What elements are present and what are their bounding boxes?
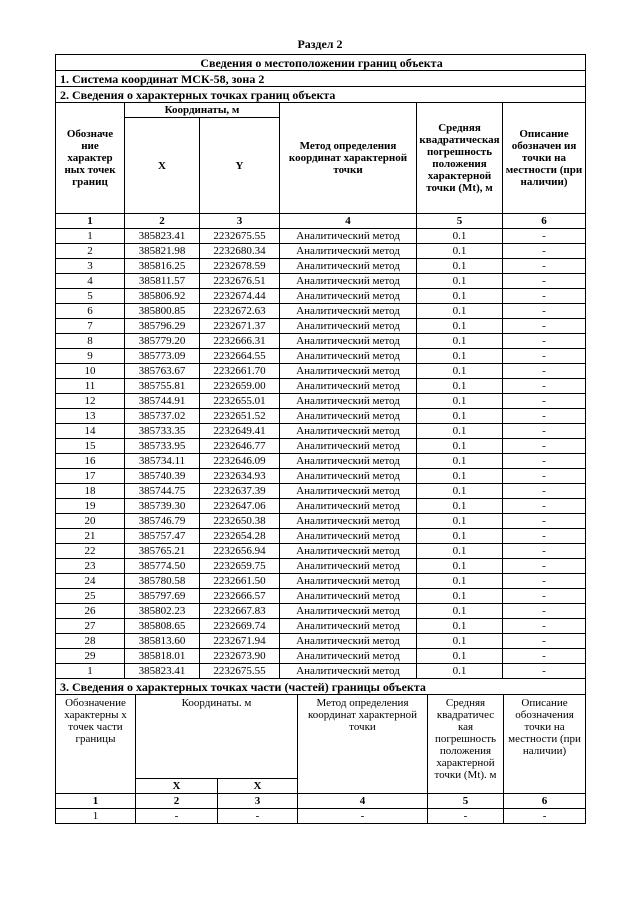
table-row: [56, 499, 586, 514]
coord-y: 2232661.70: [200, 364, 280, 379]
part-column-number: 1: [56, 794, 136, 809]
coord-y: 2232673.90: [200, 649, 280, 664]
part-header-description: Описание обозначения точки на местности (при наличии): [504, 695, 586, 794]
table-row: [56, 634, 586, 649]
point-number: 29: [56, 649, 125, 664]
error-value: 0.1: [417, 424, 503, 439]
point-number: 25: [56, 589, 125, 604]
coord-y: 2232664.55: [200, 349, 280, 364]
part-header-x: X: [136, 778, 218, 793]
table-row: [56, 274, 586, 289]
point-number: 13: [56, 409, 125, 424]
coord-y: 2232647.06: [200, 499, 280, 514]
part-column-number: 2: [136, 794, 218, 809]
table-row: [56, 259, 586, 274]
column-numbers-row: [56, 214, 586, 229]
boundaries-table: [55, 54, 586, 679]
error-value: 0.1: [417, 634, 503, 649]
description: -: [503, 349, 586, 364]
error-value: 0.1: [417, 319, 503, 334]
part-header-error: Средняя квадратичес кая погрешность положения характерной точки (Mt). м: [428, 695, 504, 794]
error-value: 0.1: [417, 619, 503, 634]
coord-x: 385737.02: [125, 409, 200, 424]
point-number: 15: [56, 439, 125, 454]
error-value: 0.1: [417, 589, 503, 604]
method: Аналитический метод: [280, 619, 417, 634]
coord-y: 2232655.01: [200, 394, 280, 409]
part-error-value: -: [428, 809, 504, 824]
method: Аналитический метод: [280, 334, 417, 349]
error-value: 0.1: [417, 229, 503, 244]
error-value: 0.1: [417, 559, 503, 574]
coord-x: 385734.11: [125, 454, 200, 469]
description: -: [503, 469, 586, 484]
header-error: Средняя квадратическая погрешность положения характерной точки (Mt), м: [417, 103, 503, 214]
table-row: [56, 229, 586, 244]
point-number: 7: [56, 319, 125, 334]
method: Аналитический метод: [280, 574, 417, 589]
table-row: [56, 289, 586, 304]
error-value: 0.1: [417, 304, 503, 319]
coord-x: 385813.60: [125, 634, 200, 649]
part-column-number: 4: [298, 794, 428, 809]
method: Аналитический метод: [280, 649, 417, 664]
coord-y: 2232669.74: [200, 619, 280, 634]
coord-y: 2232634.93: [200, 469, 280, 484]
error-value: 0.1: [417, 244, 503, 259]
table-row: [56, 454, 586, 469]
table-row: [56, 649, 586, 664]
coord-y: 2232651.52: [200, 409, 280, 424]
table-row: [56, 349, 586, 364]
point-number: 18: [56, 484, 125, 499]
header-method: Метод определения координат характерной точки: [280, 103, 417, 214]
description: -: [503, 559, 586, 574]
point-number: 14: [56, 424, 125, 439]
table-row: [56, 559, 586, 574]
error-value: 0.1: [417, 514, 503, 529]
table-row: [56, 604, 586, 619]
coord-y: 2232661.50: [200, 574, 280, 589]
method: Аналитический метод: [280, 319, 417, 334]
column-number: 3: [200, 214, 280, 229]
part-method: -: [298, 809, 428, 824]
point-number: 1: [56, 664, 125, 679]
table-row: [56, 514, 586, 529]
coord-y: 2232675.55: [200, 664, 280, 679]
coord-x: 385773.09: [125, 349, 200, 364]
method: Аналитический метод: [280, 484, 417, 499]
coord-y: 2232646.77: [200, 439, 280, 454]
column-number: 1: [56, 214, 125, 229]
coord-y: 2232678.59: [200, 259, 280, 274]
method: Аналитический метод: [280, 559, 417, 574]
error-value: 0.1: [417, 574, 503, 589]
column-number: 6: [503, 214, 586, 229]
table-row: [56, 409, 586, 424]
method: Аналитический метод: [280, 634, 417, 649]
description: -: [503, 619, 586, 634]
part-column-numbers-row: [56, 794, 586, 809]
coord-x: 385765.21: [125, 544, 200, 559]
error-value: 0.1: [417, 454, 503, 469]
coord-x: 385757.47: [125, 529, 200, 544]
coord-x: 385818.01: [125, 649, 200, 664]
part-table-row: [56, 809, 586, 824]
description: -: [503, 304, 586, 319]
coord-y: 2232666.57: [200, 589, 280, 604]
table-row: [56, 334, 586, 349]
header-point: Обозначе ние характер ных точек границ: [56, 103, 125, 214]
table-row: [56, 574, 586, 589]
error-value: 0.1: [417, 349, 503, 364]
point-number: 16: [56, 454, 125, 469]
error-value: 0.1: [417, 274, 503, 289]
description: -: [503, 604, 586, 619]
coord-y: 2232671.37: [200, 319, 280, 334]
coord-x: 385744.91: [125, 394, 200, 409]
point-number: 9: [56, 349, 125, 364]
description: -: [503, 244, 586, 259]
section-heading: Раздел 2: [297, 37, 343, 51]
point-number: 22: [56, 544, 125, 559]
table-row: [56, 439, 586, 454]
description: -: [503, 424, 586, 439]
table-row: [56, 304, 586, 319]
method: Аналитический метод: [280, 229, 417, 244]
method: Аналитический метод: [280, 349, 417, 364]
part-description: -: [504, 809, 586, 824]
column-number: 2: [125, 214, 200, 229]
coord-y: 2232672.63: [200, 304, 280, 319]
coord-x: 385806.92: [125, 289, 200, 304]
coord-x: 385808.65: [125, 619, 200, 634]
description: -: [503, 574, 586, 589]
part-table: [55, 678, 586, 824]
description: -: [503, 379, 586, 394]
description: -: [503, 514, 586, 529]
point-number: 24: [56, 574, 125, 589]
table-row: [56, 589, 586, 604]
description: -: [503, 439, 586, 454]
error-value: 0.1: [417, 394, 503, 409]
description: -: [503, 589, 586, 604]
point-number: 3: [56, 259, 125, 274]
error-value: 0.1: [417, 439, 503, 454]
coord-x: 385746.79: [125, 514, 200, 529]
error-value: 0.1: [417, 364, 503, 379]
column-number: 5: [417, 214, 503, 229]
method: Аналитический метод: [280, 439, 417, 454]
table-row: [56, 364, 586, 379]
method: Аналитический метод: [280, 469, 417, 484]
coord-x: 385739.30: [125, 499, 200, 514]
coord-x: 385774.50: [125, 559, 200, 574]
point-number: 26: [56, 604, 125, 619]
error-value: 0.1: [417, 289, 503, 304]
part-header-y: X: [218, 778, 298, 793]
method: Аналитический метод: [280, 454, 417, 469]
error-value: 0.1: [417, 334, 503, 349]
description: -: [503, 649, 586, 664]
method: Аналитический метод: [280, 409, 417, 424]
header-y: Y: [200, 118, 280, 214]
table-row: [56, 394, 586, 409]
error-value: 0.1: [417, 664, 503, 679]
table-row: [56, 469, 586, 484]
coord-y: 2232674.44: [200, 289, 280, 304]
boundaries-table-frame: [55, 54, 585, 824]
description: -: [503, 499, 586, 514]
description: -: [503, 484, 586, 499]
method: Аналитический метод: [280, 304, 417, 319]
method: Аналитический метод: [280, 664, 417, 679]
coord-x: 385733.35: [125, 424, 200, 439]
table-row: [56, 664, 586, 679]
description: -: [503, 454, 586, 469]
description: -: [503, 664, 586, 679]
table-title: Сведения о местоположении границ объекта: [56, 55, 586, 71]
method: Аналитический метод: [280, 514, 417, 529]
coord-x: 385802.23: [125, 604, 200, 619]
method: Аналитический метод: [280, 589, 417, 604]
coord-y: 2232654.28: [200, 529, 280, 544]
coord-x: 385733.95: [125, 439, 200, 454]
header-description: Описание обозначен ия точки на местности (при наличии): [503, 103, 586, 214]
part-column-number: 3: [218, 794, 298, 809]
coord-y: 2232637.39: [200, 484, 280, 499]
coord-y: 2232675.55: [200, 229, 280, 244]
boundary-heading: 2. Сведения о характерных точках границ объекта: [56, 87, 586, 103]
point-number: 10: [56, 364, 125, 379]
error-value: 0.1: [417, 649, 503, 664]
point-number: 12: [56, 394, 125, 409]
method: Аналитический метод: [280, 379, 417, 394]
description: -: [503, 364, 586, 379]
table-row: [56, 244, 586, 259]
coord-x: 385823.41: [125, 229, 200, 244]
error-value: 0.1: [417, 469, 503, 484]
coord-y: 2232659.00: [200, 379, 280, 394]
coord-x: 385797.69: [125, 589, 200, 604]
method: Аналитический метод: [280, 424, 417, 439]
part-column-number: 5: [428, 794, 504, 809]
header-x: X: [125, 118, 200, 214]
method: Аналитический метод: [280, 274, 417, 289]
coord-y: 2232667.83: [200, 604, 280, 619]
point-number: 1: [56, 229, 125, 244]
point-number: 11: [56, 379, 125, 394]
description: -: [503, 334, 586, 349]
point-number: 23: [56, 559, 125, 574]
error-value: 0.1: [417, 529, 503, 544]
coord-y: 2232680.34: [200, 244, 280, 259]
point-number: 8: [56, 334, 125, 349]
coord-x: 385811.57: [125, 274, 200, 289]
error-value: 0.1: [417, 259, 503, 274]
part-header-method: Метод определения координат характерной точки: [298, 695, 428, 794]
coord-x: 385796.29: [125, 319, 200, 334]
coord-x: 385821.98: [125, 244, 200, 259]
coord-y: 2232676.51: [200, 274, 280, 289]
method: Аналитический метод: [280, 259, 417, 274]
description: -: [503, 409, 586, 424]
point-number: 5: [56, 289, 125, 304]
table-row: [56, 529, 586, 544]
method: Аналитический метод: [280, 604, 417, 619]
error-value: 0.1: [417, 484, 503, 499]
description: -: [503, 259, 586, 274]
coord-y: 2232650.38: [200, 514, 280, 529]
coord-y: 2232646.09: [200, 454, 280, 469]
point-number: 20: [56, 514, 125, 529]
description: -: [503, 289, 586, 304]
coord-y: 2232656.94: [200, 544, 280, 559]
part-heading: 3. Сведения о характерных точках части (частей) границы объекта: [56, 679, 586, 695]
point-number: 2: [56, 244, 125, 259]
method: Аналитический метод: [280, 394, 417, 409]
description: -: [503, 274, 586, 289]
method: Аналитический метод: [280, 289, 417, 304]
coord-y: 2232659.75: [200, 559, 280, 574]
coord-x: 385779.20: [125, 334, 200, 349]
error-value: 0.1: [417, 544, 503, 559]
table-row: [56, 379, 586, 394]
coord-x: 385744.75: [125, 484, 200, 499]
point-number: 4: [56, 274, 125, 289]
table-row: [56, 619, 586, 634]
error-value: 0.1: [417, 499, 503, 514]
point-number: 6: [56, 304, 125, 319]
part-point-number: 1: [56, 809, 136, 824]
part-header-coords: Координаты. м: [136, 695, 298, 779]
table-row: [56, 319, 586, 334]
description: -: [503, 229, 586, 244]
method: Аналитический метод: [280, 544, 417, 559]
coord-x: 385816.25: [125, 259, 200, 274]
part-coord-x: -: [136, 809, 218, 824]
column-number: 4: [280, 214, 417, 229]
coord-x: 385755.81: [125, 379, 200, 394]
table-row: [56, 484, 586, 499]
method: Аналитический метод: [280, 364, 417, 379]
error-value: 0.1: [417, 409, 503, 424]
point-number: 21: [56, 529, 125, 544]
point-number: 28: [56, 634, 125, 649]
description: -: [503, 394, 586, 409]
coord-x: 385780.58: [125, 574, 200, 589]
coord-y: 2232671.94: [200, 634, 280, 649]
description: -: [503, 544, 586, 559]
coord-x: 385800.85: [125, 304, 200, 319]
coord-y: 2232666.31: [200, 334, 280, 349]
coord-x: 385823.41: [125, 664, 200, 679]
part-column-number: 6: [504, 794, 586, 809]
method: Аналитический метод: [280, 244, 417, 259]
coord-y: 2232649.41: [200, 424, 280, 439]
coord-x: 385763.67: [125, 364, 200, 379]
error-value: 0.1: [417, 379, 503, 394]
part-coord-y: -: [218, 809, 298, 824]
part-header-point: Обозначение характерны х точек части границы: [56, 695, 136, 794]
error-value: 0.1: [417, 604, 503, 619]
method: Аналитический метод: [280, 529, 417, 544]
description: -: [503, 529, 586, 544]
point-number: 27: [56, 619, 125, 634]
point-number: 17: [56, 469, 125, 484]
coord-system: 1. Система координат МСК-58, зона 2: [56, 71, 586, 87]
table-row: [56, 544, 586, 559]
point-number: 19: [56, 499, 125, 514]
method: Аналитический метод: [280, 499, 417, 514]
table-row: [56, 424, 586, 439]
coord-x: 385740.39: [125, 469, 200, 484]
description: -: [503, 634, 586, 649]
description: -: [503, 319, 586, 334]
header-coords: Координаты, м: [125, 103, 280, 118]
